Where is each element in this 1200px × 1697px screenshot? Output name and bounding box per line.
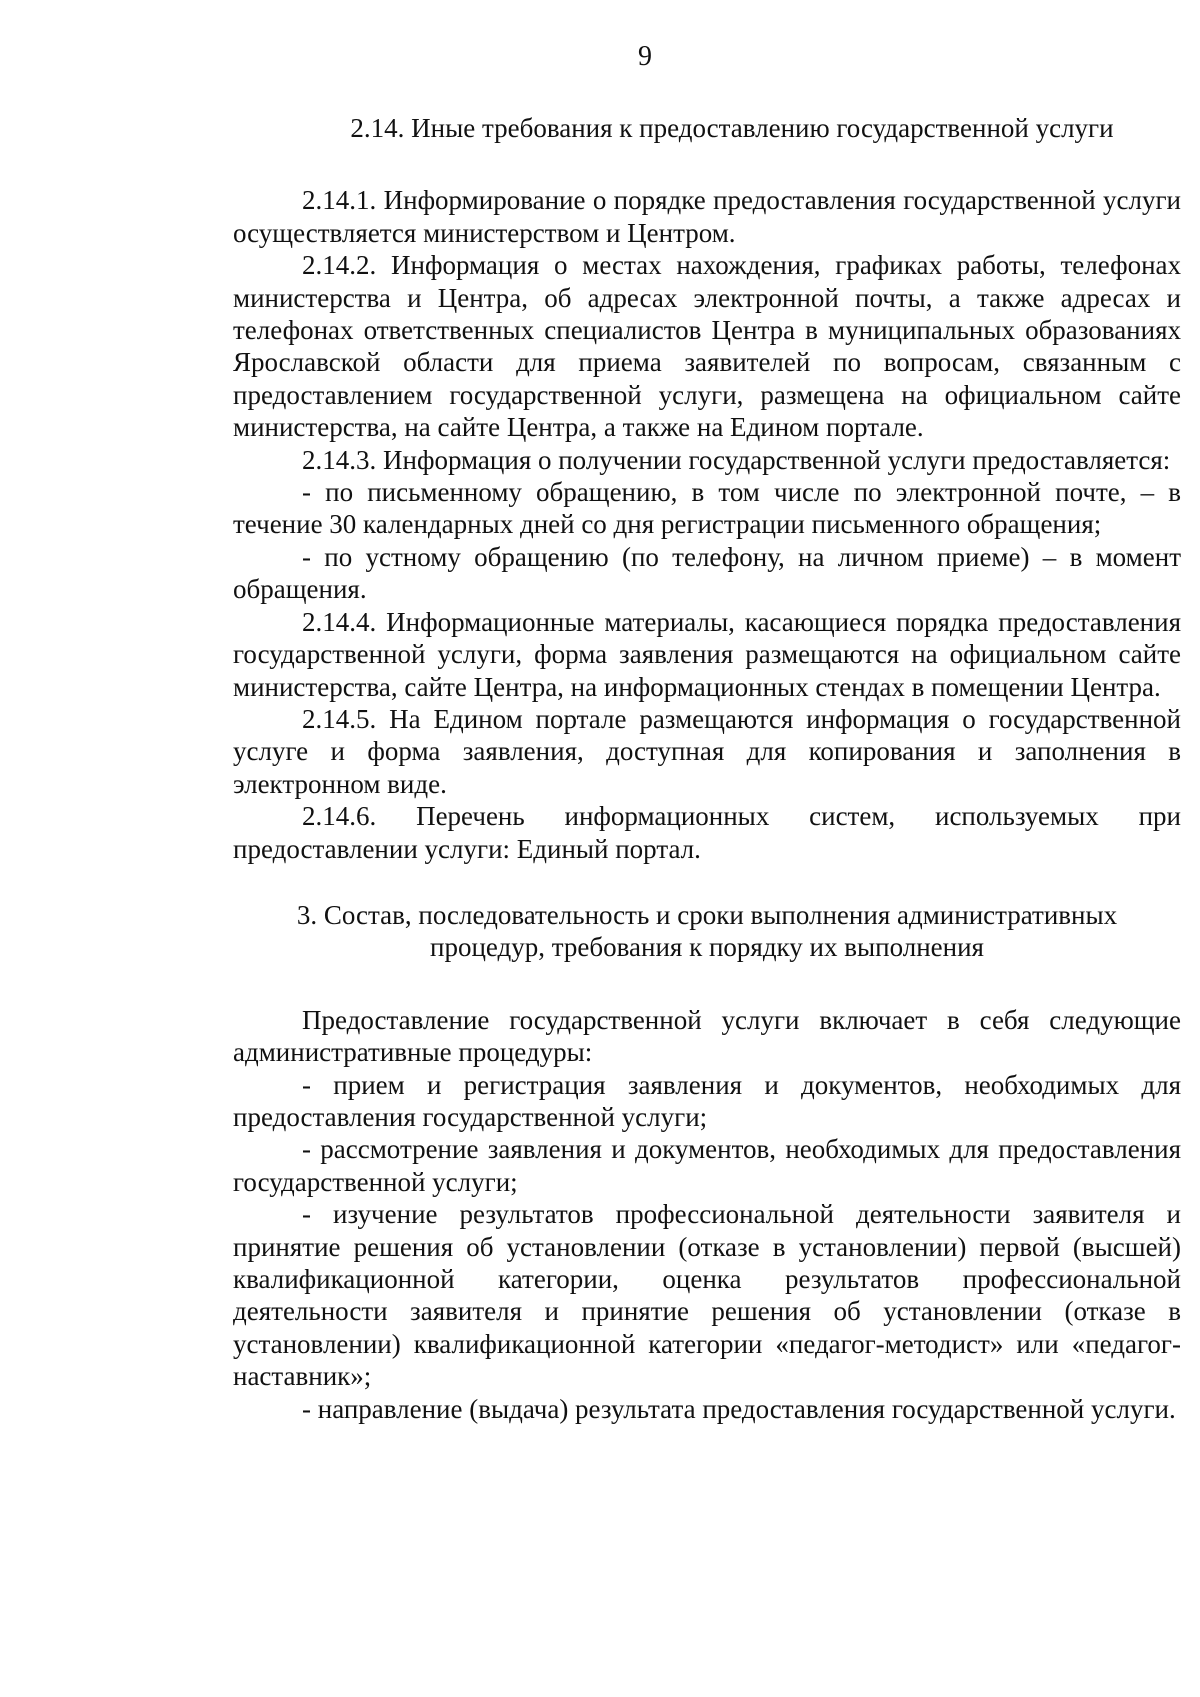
list-item: - рассмотрение заявления и документов, необходимых для предоставления государственной услуги; xyxy=(233,1134,1181,1197)
list-item: - изучение результатов профессиональной деятельности заявителя и принятие решения об установлении (отказе в установлении) первой (высшей) квалификационной категории, оценка результатов профессиональной деятельности заявителя и принятие решения об установлении (отказе в установлении) квалификационной категории «педагог-методист» или «педагог-наставник»; xyxy=(233,1199,1181,1392)
paragraph-2-14-3: 2.14.3. Информация о получении государственной услуги предоставляется: xyxy=(302,444,1171,475)
paragraph-2-14-3-written: - по письменному обращению, в том числе по электронной почте, – в течение 30 календарных дней со дня регистрации письменного обращения; xyxy=(233,477,1181,540)
paragraph-2-14-6: 2.14.6. Перечень информационных систем, используемых при предоставлении услуги: Единый портал. xyxy=(233,801,1181,864)
paragraph-2-14-3-oral: - по устному обращению (по телефону, на личном приеме) – в момент обращения. xyxy=(233,541,1181,605)
section-heading-3-line1: 3. Состав, последовательность и сроки выполнения административных xyxy=(296,899,1118,930)
list-item: - направление (выдача) результата предоставления государственной услуги. xyxy=(302,1393,1176,1424)
list-item: - прием и регистрация заявления и документов, необходимых для предоставления государственной услуги; xyxy=(233,1069,1181,1132)
paragraph-2-14-4: 2.14.4. Информационные материалы, касающиеся порядка предоставления государственной услуги, форма заявления размещаются на официальном сайте министерства, сайте Центра, на информационных стендах в помещении Центра. xyxy=(233,606,1181,702)
paragraph-3-intro: Предоставление государственной услуги включает в себя следующие административные процедуры: xyxy=(233,1004,1181,1068)
paragraph-2-14-1: 2.14.1. Информирование о порядке предоставления государственной услуги осуществляется министерством и Центром. xyxy=(233,185,1181,248)
paragraph-2-14-5: 2.14.5. На Едином портале размещаются информация о государственной услуге и форма заявления, доступная для копирования и заполнения в электронном виде. xyxy=(233,703,1181,799)
document-body xyxy=(233,112,1181,1425)
section-heading-3-line2: процедур, требования к порядку их выполнения xyxy=(430,932,984,963)
page-number: 9 xyxy=(638,41,652,72)
section-heading-2-14: 2.14. Иные требования к предоставлению государственной услуги xyxy=(350,113,1114,143)
paragraph-2-14-2: 2.14.2. Информация о местах нахождения, графиках работы, телефонах министерства и Центра, об адресах электронной почты, а также адресах и телефонах ответственных специалистов Центра в муниципальных образованиях Ярославской области для приема заявителей по вопросам, связанным с предоставлением государственной услуги, размещена на официальном сайте министерства, на сайте Центра, а также на Едином портале. xyxy=(233,250,1181,443)
